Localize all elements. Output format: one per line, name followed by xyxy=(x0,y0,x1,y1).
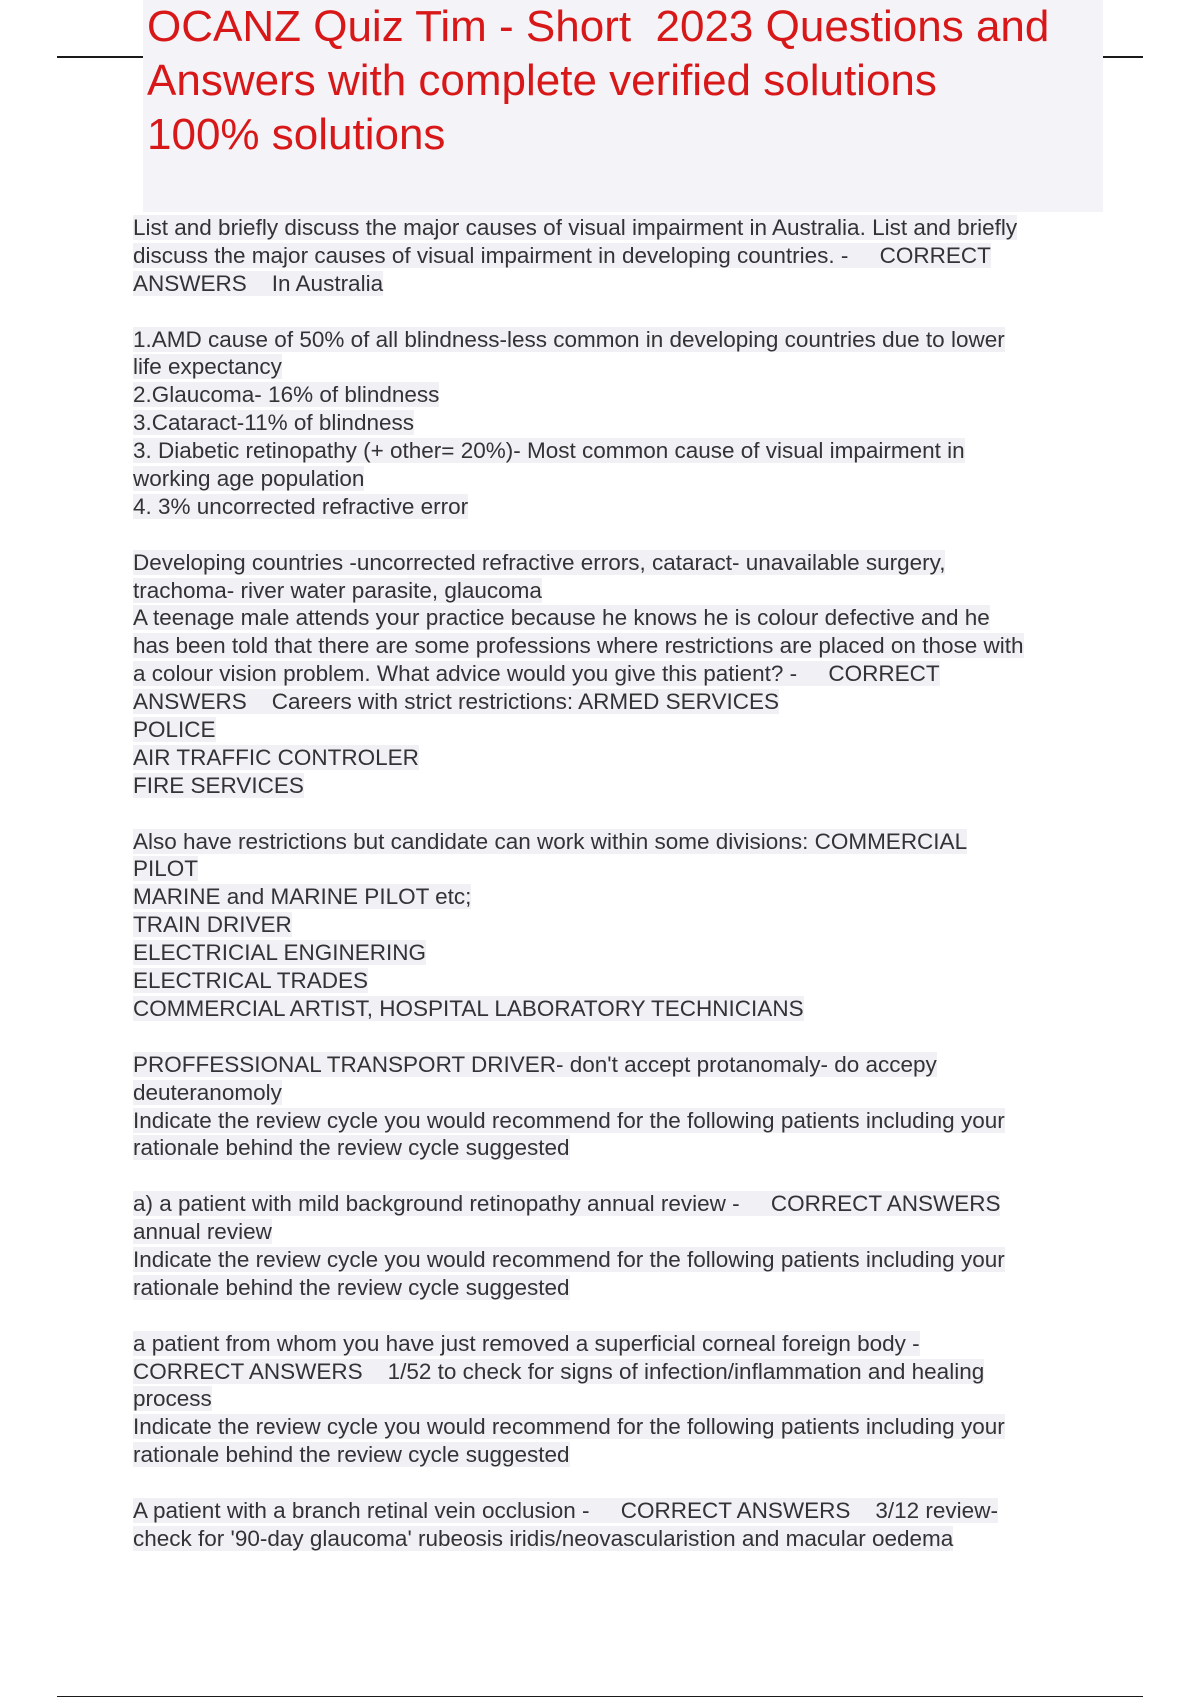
paragraph-gap xyxy=(133,521,1133,549)
text-block xyxy=(133,326,1133,521)
text-line xyxy=(133,716,1133,744)
text-block xyxy=(133,828,1133,1023)
text-line xyxy=(133,242,1133,270)
text-line xyxy=(133,772,1133,800)
line-text: POLICE xyxy=(133,717,216,743)
text-line xyxy=(133,995,1133,1023)
line-text: 4. 3% uncorrected refractive error xyxy=(133,493,469,519)
text-line xyxy=(133,381,1133,409)
line-text: PROFFESSIONAL TRANSPORT DRIVER- don't accept protanomaly- do accepy xyxy=(133,1051,937,1077)
paragraph-gap xyxy=(133,1162,1133,1190)
line-text: Developing countries -uncorrected refractive errors, cataract- unavailable surgery, xyxy=(133,549,946,575)
document-title xyxy=(147,0,1107,162)
text-line xyxy=(133,1385,1133,1413)
line-text: COMMERCIAL ARTIST, HOSPITAL LABORATORY TECHNICIANS xyxy=(133,995,804,1021)
paragraph-gap xyxy=(133,1023,1133,1051)
text-line xyxy=(133,883,1133,911)
text-line xyxy=(133,688,1133,716)
text-line xyxy=(133,409,1133,437)
text-line xyxy=(133,437,1133,465)
text-line xyxy=(133,1358,1133,1386)
line-text: trachoma- river water parasite, glaucoma xyxy=(133,577,542,603)
text-line xyxy=(133,1079,1133,1107)
line-text: Also have restrictions but candidate can work within some divisions: COMMERCIAL xyxy=(133,828,968,854)
line-text: 3. Diabetic retinopathy (+ other= 20%)- Most common cause of visual impairment in xyxy=(133,438,965,464)
line-text: Indicate the review cycle you would recommend for the following patients including your xyxy=(133,1107,1005,1133)
text-line xyxy=(133,353,1133,381)
line-text: process xyxy=(133,1386,212,1412)
text-block xyxy=(133,1497,1133,1553)
line-text: Indicate the review cycle you would recommend for the following patients including your xyxy=(133,1246,1005,1272)
text-line xyxy=(133,326,1133,354)
line-text: List and briefly discuss the major causes of visual impairment in Australia. List and briefly xyxy=(133,215,1018,240)
line-text: FIRE SERVICES xyxy=(133,772,304,798)
line-text: has been told that there are some professions where restrictions are placed on those with xyxy=(133,633,1024,659)
line-text: life expectancy xyxy=(133,354,282,380)
line-text: PILOT xyxy=(133,856,199,882)
line-text: A teenage male attends your practice because he knows he is colour defective and he xyxy=(133,605,990,631)
document-body xyxy=(133,214,1133,1553)
text-line xyxy=(133,214,1133,242)
line-text: a) a patient with mild background retinopathy annual review - CORRECT ANSWERS xyxy=(133,1191,1001,1217)
text-block xyxy=(133,549,1133,800)
text-line xyxy=(133,1190,1133,1218)
text-line xyxy=(133,828,1133,856)
line-text: AIR TRAFFIC CONTROLER xyxy=(133,744,419,770)
text-block xyxy=(133,1190,1133,1302)
text-line xyxy=(133,911,1133,939)
line-text: working age population xyxy=(133,466,365,492)
line-text: ELECTRICAL TRADES xyxy=(133,968,369,994)
text-line xyxy=(133,1441,1133,1469)
text-line xyxy=(133,744,1133,772)
text-block xyxy=(133,1051,1133,1163)
text-line xyxy=(133,1330,1133,1358)
line-text: CORRECT ANSWERS 1/52 to check for signs of infection/inflammation and healing xyxy=(133,1358,985,1384)
paragraph-gap xyxy=(133,1302,1133,1330)
header-rule-left xyxy=(57,56,145,58)
line-text: MARINE and MARINE PILOT etc; xyxy=(133,884,472,910)
text-line xyxy=(133,493,1133,521)
line-text: ANSWERS Careers with strict restrictions: ARMED SERVICES xyxy=(133,689,779,715)
title-line: 100% solutions xyxy=(147,110,446,159)
text-line xyxy=(133,939,1133,967)
line-text: Indicate the review cycle you would recommend for the following patients including your xyxy=(133,1414,1005,1440)
line-text: a patient from whom you have just removed a superficial corneal foreign body - xyxy=(133,1330,920,1356)
line-text: 2.Glaucoma- 16% of blindness xyxy=(133,382,440,408)
text-line xyxy=(133,1134,1133,1162)
text-block xyxy=(133,214,1133,298)
text-line xyxy=(133,604,1133,632)
line-text: annual review xyxy=(133,1219,272,1245)
text-line xyxy=(133,632,1133,660)
text-line xyxy=(133,577,1133,605)
title-line: OCANZ Quiz Tim - Short 2023 Questions and xyxy=(147,2,1050,51)
line-text: 1.AMD cause of 50% of all blindness-less common in developing countries due to lower xyxy=(133,326,1005,352)
line-text: ELECTRICIAL ENGINERING xyxy=(133,940,426,966)
text-line xyxy=(133,660,1133,688)
title-line: Answers with complete verified solutions xyxy=(147,56,937,105)
paragraph-gap xyxy=(133,1469,1133,1497)
text-line xyxy=(133,1051,1133,1079)
footer-rule xyxy=(57,1696,1143,1697)
line-text: rationale behind the review cycle suggested xyxy=(133,1135,570,1161)
text-line xyxy=(133,1107,1133,1135)
text-block xyxy=(133,1330,1133,1469)
text-line xyxy=(133,1218,1133,1246)
paragraph-gap xyxy=(133,800,1133,828)
text-line xyxy=(133,1246,1133,1274)
line-text: ANSWERS In Australia xyxy=(133,270,384,296)
line-text: a colour vision problem. What advice would you give this patient? - CORRECT xyxy=(133,661,940,687)
line-text: deuteranomoly xyxy=(133,1079,282,1105)
line-text: A patient with a branch retinal vein occlusion - CORRECT ANSWERS 3/12 review- xyxy=(133,1497,998,1523)
line-text: rationale behind the review cycle suggested xyxy=(133,1274,570,1300)
text-line xyxy=(133,1413,1133,1441)
text-line xyxy=(133,967,1133,995)
text-line xyxy=(133,1525,1133,1553)
text-line xyxy=(133,1274,1133,1302)
text-line xyxy=(133,1497,1133,1525)
paragraph-gap xyxy=(133,298,1133,326)
text-line xyxy=(133,270,1133,298)
line-text: check for '90-day glaucoma' rubeosis iridis/neovascularistion and macular oedema xyxy=(133,1525,954,1551)
text-line xyxy=(133,855,1133,883)
line-text: 3.Cataract-11% of blindness xyxy=(133,410,414,436)
line-text: discuss the major causes of visual impairment in developing countries. - CORRECT xyxy=(133,242,991,268)
text-line xyxy=(133,549,1133,577)
text-line xyxy=(133,465,1133,493)
line-text: TRAIN DRIVER xyxy=(133,912,292,938)
line-text: rationale behind the review cycle suggested xyxy=(133,1442,570,1468)
